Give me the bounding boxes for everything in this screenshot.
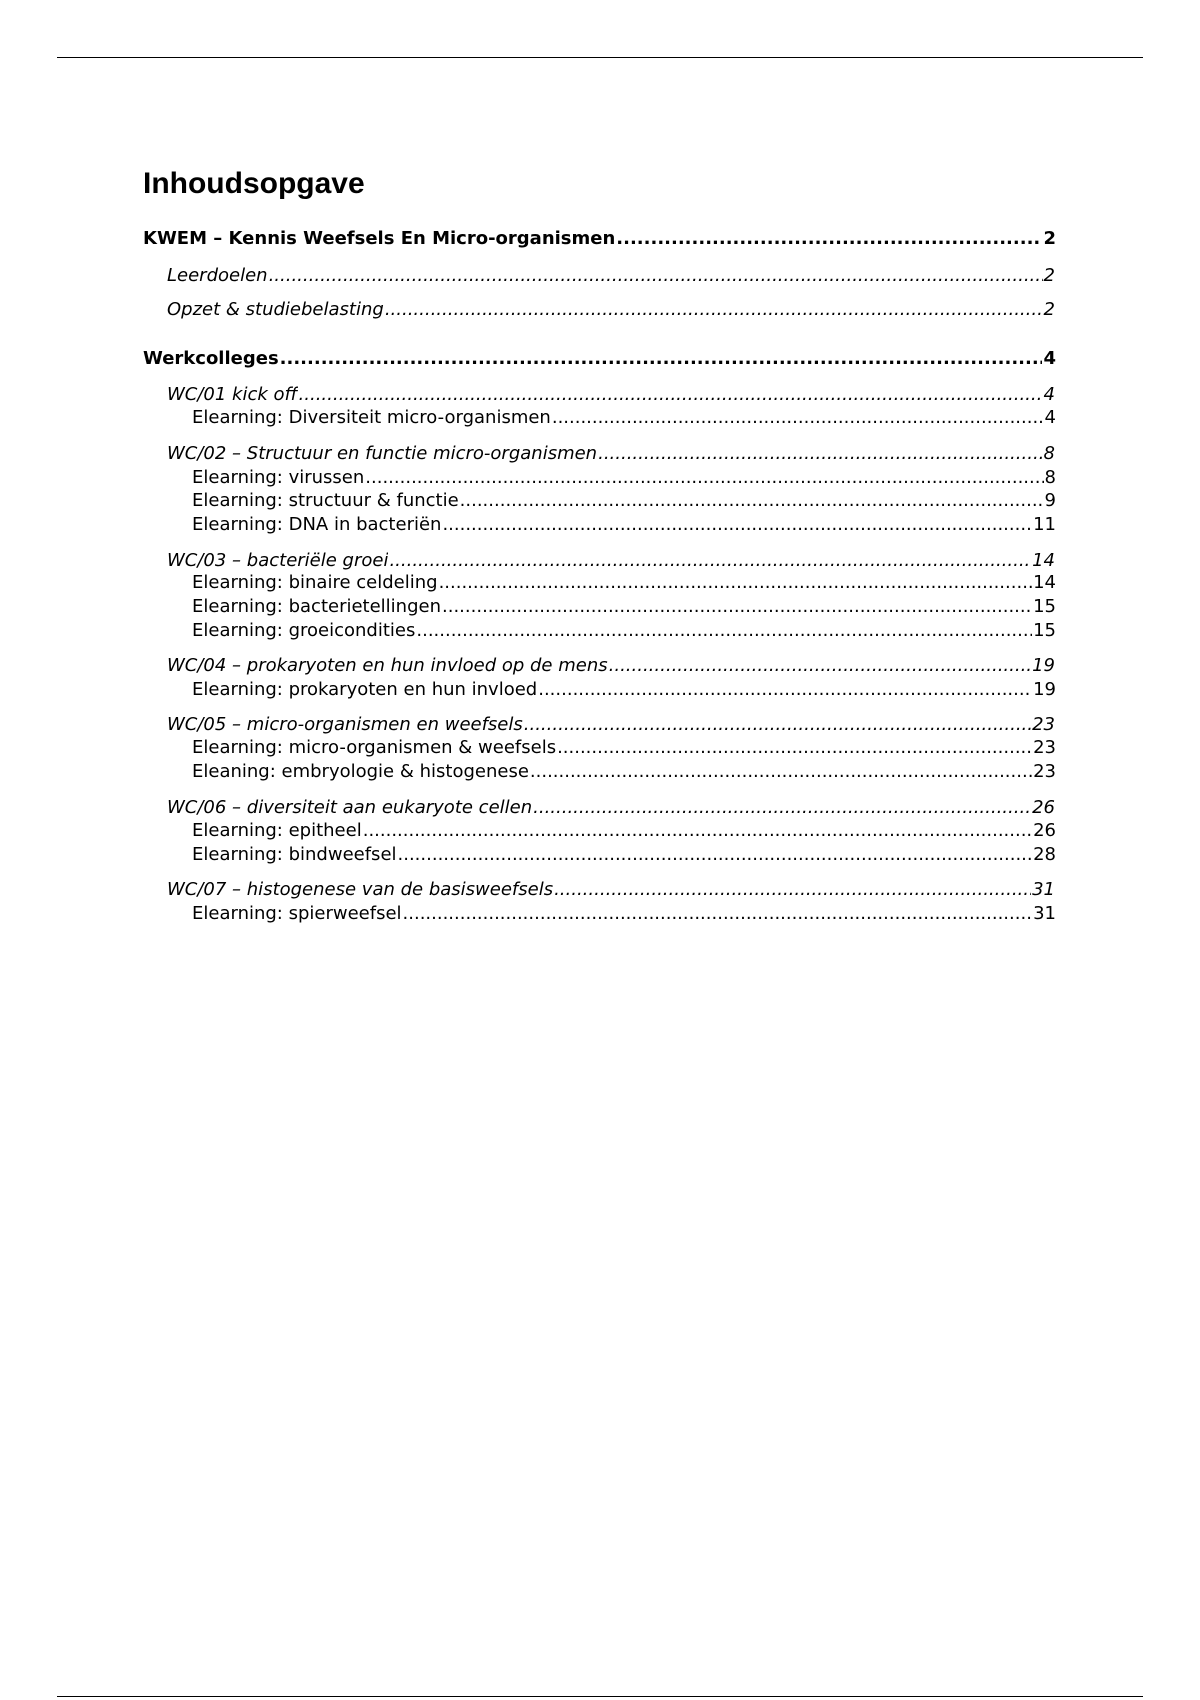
toc-entry-wc06[interactable] bbox=[167, 797, 1055, 819]
dot-leader bbox=[403, 903, 1033, 925]
toc-entry-label: Elearning: epitheel bbox=[192, 820, 362, 841]
dot-leader bbox=[533, 797, 1031, 819]
toc-entry-elearning-bindweefsel[interactable] bbox=[192, 844, 1056, 866]
dot-leader bbox=[524, 714, 1031, 736]
toc-entry-wc03[interactable] bbox=[167, 550, 1055, 572]
toc-entry-elearning-groeicondities[interactable] bbox=[192, 620, 1056, 642]
footer-rule bbox=[57, 1696, 1143, 1697]
toc-entry-page: 19 bbox=[1032, 655, 1055, 676]
toc-entry-label: Elearning: micro-organismen & weefsels bbox=[192, 737, 557, 758]
dot-leader bbox=[538, 679, 1032, 701]
toc-entry-label: KWEM – Kennis Weefsels En Micro-organismen bbox=[143, 228, 616, 249]
toc-entry-page: 28 bbox=[1033, 844, 1056, 865]
toc-entry-elearning-epitheel[interactable] bbox=[192, 820, 1056, 842]
dot-leader bbox=[460, 490, 1044, 512]
dot-leader bbox=[398, 844, 1033, 866]
toc-entry-label: WC/04 – prokaryoten en hun invloed op de mens bbox=[167, 655, 608, 676]
toc-entry-label: Elearning: DNA in bacteriën bbox=[192, 514, 442, 535]
toc-entry-wc01[interactable] bbox=[167, 384, 1055, 406]
toc-entry-page: 8 bbox=[1043, 443, 1055, 464]
dot-leader bbox=[598, 443, 1042, 465]
toc-entry-page: 31 bbox=[1032, 879, 1055, 900]
toc-entry-page: 14 bbox=[1033, 572, 1056, 593]
toc-entry-wc04[interactable] bbox=[167, 655, 1055, 677]
toc-entry-opzet[interactable] bbox=[167, 299, 1055, 321]
toc-entry-page: 11 bbox=[1033, 514, 1056, 535]
toc-entry-label: Eleaning: embryologie & histogenese bbox=[192, 761, 529, 782]
toc-entry-wc07[interactable] bbox=[167, 879, 1055, 901]
dot-leader bbox=[442, 596, 1032, 618]
toc-entry-page: 23 bbox=[1032, 714, 1055, 735]
dot-leader bbox=[280, 348, 1043, 370]
toc-entry-label: Leerdoelen bbox=[167, 265, 268, 286]
toc-entry-wc02[interactable] bbox=[167, 443, 1055, 465]
toc-entry-label: WC/07 – histogenese van de basisweefsels bbox=[167, 879, 554, 900]
toc-entry-elearning-diversiteit[interactable] bbox=[192, 407, 1056, 429]
toc-entry-page: 15 bbox=[1033, 620, 1056, 641]
dot-leader bbox=[442, 514, 1032, 536]
toc-title: Inhoudsopgave bbox=[143, 167, 365, 200]
dot-leader bbox=[385, 299, 1043, 321]
toc-entry-page: 26 bbox=[1033, 820, 1056, 841]
dot-leader bbox=[552, 407, 1044, 429]
dot-leader bbox=[554, 879, 1031, 901]
toc-entry-page: 31 bbox=[1033, 903, 1056, 924]
toc-entry-label: Elearning: structuur & functie bbox=[192, 490, 459, 511]
dot-leader bbox=[439, 572, 1033, 594]
toc-entry-kwem[interactable] bbox=[143, 228, 1056, 250]
toc-entry-label: WC/06 – diversiteit aan eukaryote cellen bbox=[167, 797, 533, 818]
toc-entry-page: 4 bbox=[1043, 348, 1056, 369]
toc-entry-page: 14 bbox=[1032, 550, 1055, 571]
header-rule bbox=[57, 57, 1143, 58]
toc-entry-page: 23 bbox=[1033, 737, 1056, 758]
dot-leader bbox=[299, 384, 1043, 406]
dot-leader bbox=[389, 550, 1031, 572]
toc-entry-label: Opzet & studiebelasting bbox=[167, 299, 384, 320]
toc-entry-elearning-bacterietellingen[interactable] bbox=[192, 596, 1056, 618]
dot-leader bbox=[616, 228, 1042, 250]
toc-entry-elearning-virussen[interactable] bbox=[192, 467, 1056, 489]
toc-entry-label: Elearning: virussen bbox=[192, 467, 365, 488]
toc-entry-label: Elearning: binaire celdeling bbox=[192, 572, 438, 593]
toc-entry-page: 19 bbox=[1033, 679, 1056, 700]
dot-leader bbox=[269, 265, 1043, 287]
toc-entry-elearning-celdeling[interactable] bbox=[192, 572, 1056, 594]
dot-leader bbox=[557, 737, 1032, 759]
toc-entry-page: 4 bbox=[1044, 407, 1056, 428]
toc-entry-label: Elearning: groeicondities bbox=[192, 620, 416, 641]
toc-entry-page: 15 bbox=[1033, 596, 1056, 617]
toc-entry-wc05[interactable] bbox=[167, 714, 1055, 736]
toc-entry-page: 2 bbox=[1043, 299, 1055, 320]
toc-entry-elearning-dna[interactable] bbox=[192, 514, 1056, 536]
toc-entry-label: Elearning: bindweefsel bbox=[192, 844, 397, 865]
toc-entry-elearning-structuur[interactable] bbox=[192, 490, 1056, 512]
toc-entry-label: Elearning: Diversiteit micro-organismen bbox=[192, 407, 551, 428]
toc-entry-leerdoelen[interactable] bbox=[167, 265, 1055, 287]
dot-leader bbox=[365, 467, 1043, 489]
toc-entry-label: Elearning: bacterietellingen bbox=[192, 596, 442, 617]
dot-leader bbox=[609, 655, 1031, 677]
toc-entry-label: Werkcolleges bbox=[143, 348, 279, 369]
toc-entry-page: 2 bbox=[1043, 265, 1055, 286]
dot-leader bbox=[416, 620, 1032, 642]
toc-entry-label: WC/03 – bacteriële groei bbox=[167, 550, 389, 571]
toc-entry-page: 23 bbox=[1033, 761, 1056, 782]
toc-entry-elearning-weefsels[interactable] bbox=[192, 737, 1056, 759]
dot-leader bbox=[363, 820, 1032, 842]
toc-entry-page: 8 bbox=[1044, 467, 1056, 488]
toc-entry-label: Elearning: spierweefsel bbox=[192, 903, 402, 924]
toc-entry-label: WC/01 kick off bbox=[167, 384, 298, 405]
dot-leader bbox=[530, 761, 1032, 783]
toc-entry-page: 9 bbox=[1044, 490, 1056, 511]
toc-entry-page: 26 bbox=[1032, 797, 1055, 818]
toc-entry-werkcolleges[interactable] bbox=[143, 348, 1056, 370]
toc-entry-elearning-spierweefsel[interactable] bbox=[192, 903, 1056, 925]
toc-entry-eleaning-embryologie[interactable] bbox=[192, 761, 1056, 783]
toc-entry-label: WC/02 – Structuur en functie micro-organismen bbox=[167, 443, 598, 464]
toc-entry-label: Elearning: prokaryoten en hun invloed bbox=[192, 679, 538, 700]
toc-entry-label: WC/05 – micro-organismen en weefsels bbox=[167, 714, 523, 735]
toc-entry-page: 2 bbox=[1043, 228, 1056, 249]
toc-entry-elearning-prokaryoten[interactable] bbox=[192, 679, 1056, 701]
toc-entry-page: 4 bbox=[1043, 384, 1055, 405]
